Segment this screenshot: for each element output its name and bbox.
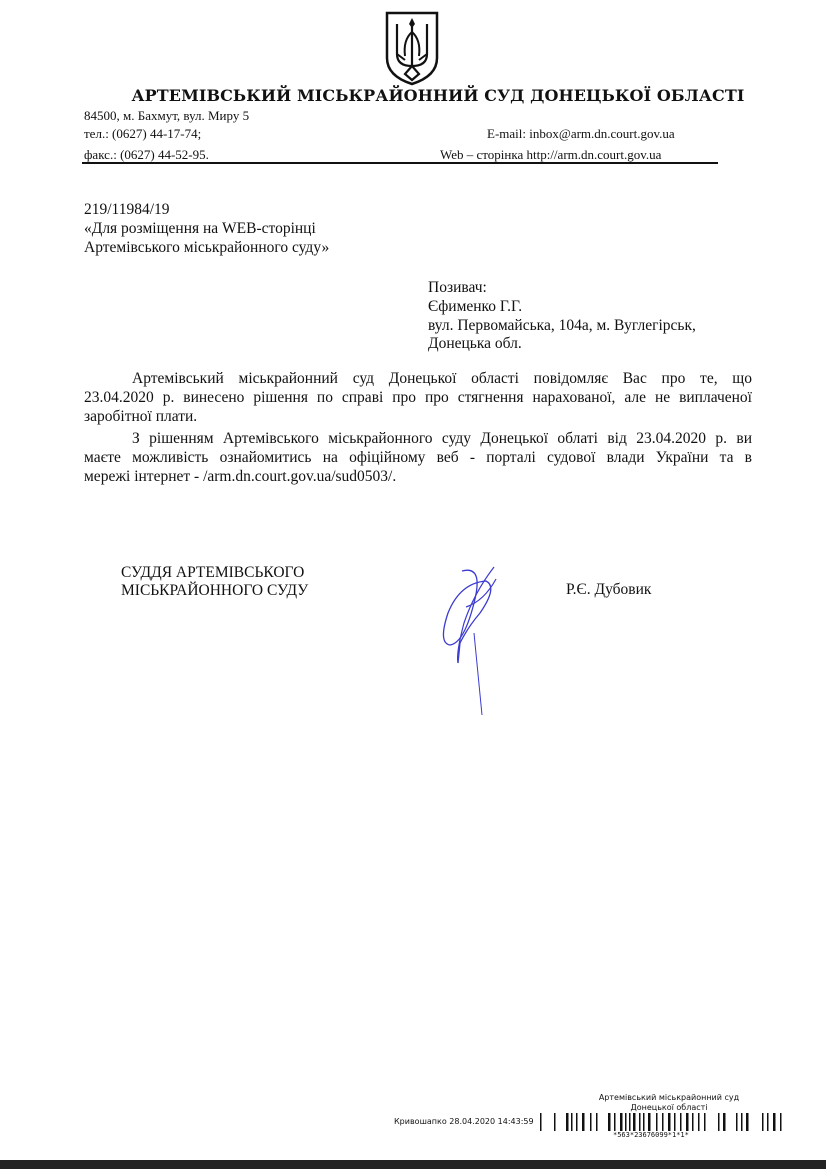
barcode-number: *563*23676099*1*1* xyxy=(613,1131,689,1139)
barcode-icon xyxy=(540,1113,784,1131)
registry-stamp-user-date: Кривошапко 28.04.2020 14:43:59 xyxy=(394,1117,534,1126)
case-number: 219/11984/19 xyxy=(84,201,170,218)
judge-title-line1: СУДДЯ АРТЕМІВСЬКОГО xyxy=(121,564,305,581)
recipient-address-line2: Донецька обл. xyxy=(428,335,522,352)
scan-bottom-edge xyxy=(0,1160,826,1169)
recipient-role: Позивач: xyxy=(428,279,487,296)
notice-line: маєте можливість ознайомитись на офіційному веб - порталі судової влади України та в xyxy=(84,449,752,466)
court-address: 84500, м. Бахмут, вул. Миру 5 xyxy=(84,108,250,123)
recipient-address-line1: вул. Первомайська, 104а, м. Вуглегірськ, xyxy=(428,317,696,334)
handwritten-signature xyxy=(434,563,504,718)
judge-title-line2: МІСЬКРАЙОННОГО СУДУ xyxy=(121,582,309,599)
registry-stamp-court-line2: Донецької області xyxy=(630,1103,708,1112)
registry-stamp-court-line1: Артемівський міськрайонний суд xyxy=(598,1093,740,1102)
trident-coat-of-arms-icon xyxy=(383,10,441,86)
notice-line: Артемівський міськрайонний суд Донецької області повідомляє Вас про те, що xyxy=(132,370,752,387)
court-email: E-mail: inbox@arm.dn.court.gov.ua xyxy=(487,126,675,141)
publication-note-line1: «Для розміщення на WEB-сторінці xyxy=(84,220,316,237)
recipient-name: Єфименко Г.Г. xyxy=(428,298,523,315)
court-phone: тел.: (0627) 44-17-74; xyxy=(84,126,202,141)
notice-line: мережі інтернет - /arm.dn.court.gov.ua/sud0503/. xyxy=(84,468,397,485)
notice-line: заробітної плати. xyxy=(84,408,198,425)
court-fax: факс.: (0627) 44-52-95. xyxy=(84,147,209,162)
court-name: АРТЕМІВСЬКИЙ МІСЬКРАЙОННИЙ СУД ДОНЕЦЬКОЇ ОБЛАСТІ xyxy=(131,86,745,105)
judge-name: Р.Є. Дубовик xyxy=(566,581,652,598)
publication-note-line2: Артемівського міськрайонного суду» xyxy=(84,239,330,256)
court-website: Web – сторінка http://arm.dn.court.gov.ua xyxy=(440,147,662,162)
notice-line: 23.04.2020 р. винесено рішення по справі про про стягнення нарахованої, але не виплаченої xyxy=(84,389,752,406)
header-divider xyxy=(82,162,718,164)
registry-stamp-court xyxy=(594,1093,744,1113)
notice-line: З рішенням Артемівського міськрайонного суду Донецької облаті від 23.04.2020 р. ви xyxy=(132,430,752,447)
